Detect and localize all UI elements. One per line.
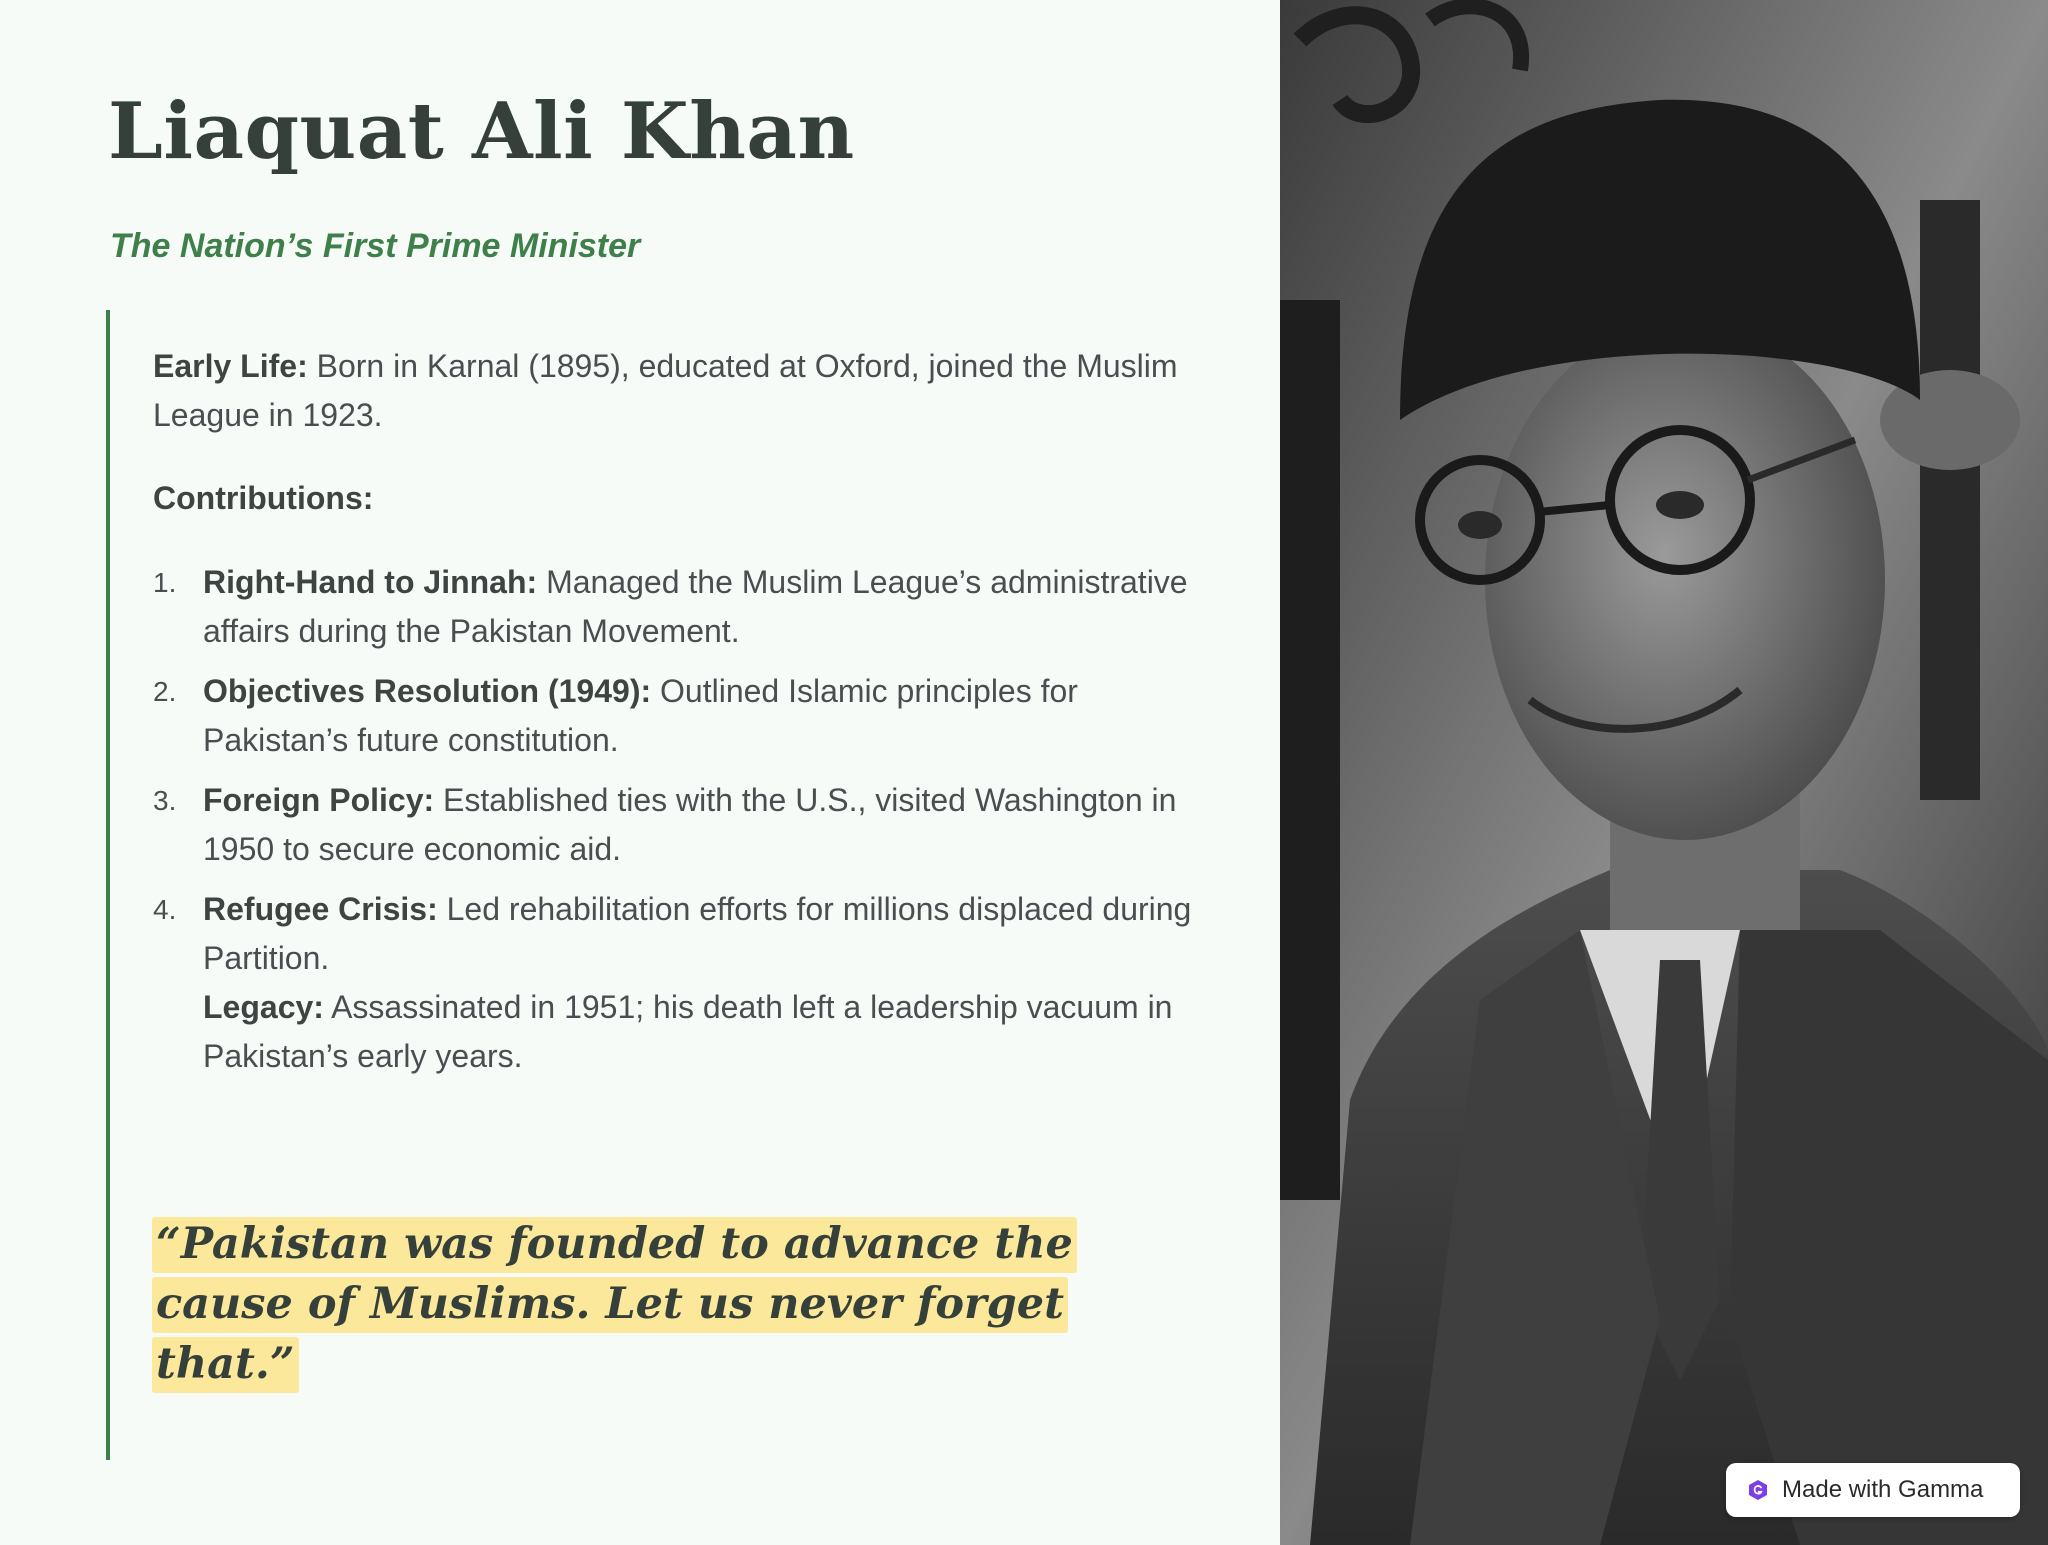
legacy-label: Legacy:	[203, 989, 324, 1025]
list-item-text: Managed the Muslim League’s administrative affairs during the Pakistan Movement.	[203, 564, 1188, 649]
list-item	[153, 885, 1193, 1081]
list-item-label: Foreign Policy:	[203, 782, 435, 818]
contributions-heading: Contributions:	[153, 480, 374, 516]
legacy-text: Assassinated in 1951; his death left a leadership vacuum in Pakistan’s early years.	[203, 989, 1173, 1074]
early-life-text: Born in Karnal (1895), educated at Oxford, joined the Muslim League in 1923.	[153, 348, 1178, 433]
list-item	[153, 558, 1193, 656]
early-life-label: Early Life:	[153, 348, 308, 384]
page-subtitle: The Nation’s First Prime Minister	[110, 227, 641, 265]
contributions-list	[153, 558, 1193, 1092]
list-item	[153, 667, 1193, 765]
list-item-number: 1.	[153, 567, 177, 598]
accent-rule	[106, 310, 110, 1460]
page-title: Liaquat Ali Khan	[108, 86, 855, 177]
list-item-label: Right-Hand to Jinnah:	[203, 564, 538, 600]
list-item-text: Outlined Islamic principles for Pakistan’s future constitution.	[203, 673, 1078, 758]
list-item-number: 4.	[153, 894, 177, 925]
legacy-paragraph	[203, 983, 1193, 1081]
list-item-label: Objectives Resolution (1949):	[203, 673, 652, 709]
made-with-gamma-badge[interactable]	[1726, 1463, 2020, 1517]
list-item-text: Established ties with the U.S., visited Washington in 1950 to secure economic aid.	[203, 782, 1177, 867]
early-life-paragraph	[153, 342, 1193, 440]
list-item-label: Refugee Crisis:	[203, 891, 438, 927]
badge-label: Made with Gamma	[1782, 1476, 1984, 1503]
gamma-logo-icon	[1746, 1478, 1770, 1502]
list-item	[153, 776, 1193, 874]
quote-text: “Pakistan was founded to advance the cause of Muslims. Let us never forget that.”	[152, 1217, 1077, 1393]
list-item-number: 2.	[153, 676, 177, 707]
portrait-photo	[1280, 0, 2048, 1545]
portrait-image	[1280, 0, 2048, 1545]
list-item-number: 3.	[153, 785, 177, 816]
list-item-text: Led rehabilitation efforts for millions displaced during Partition.	[203, 891, 1192, 976]
highlighted-quote	[152, 1214, 1212, 1394]
